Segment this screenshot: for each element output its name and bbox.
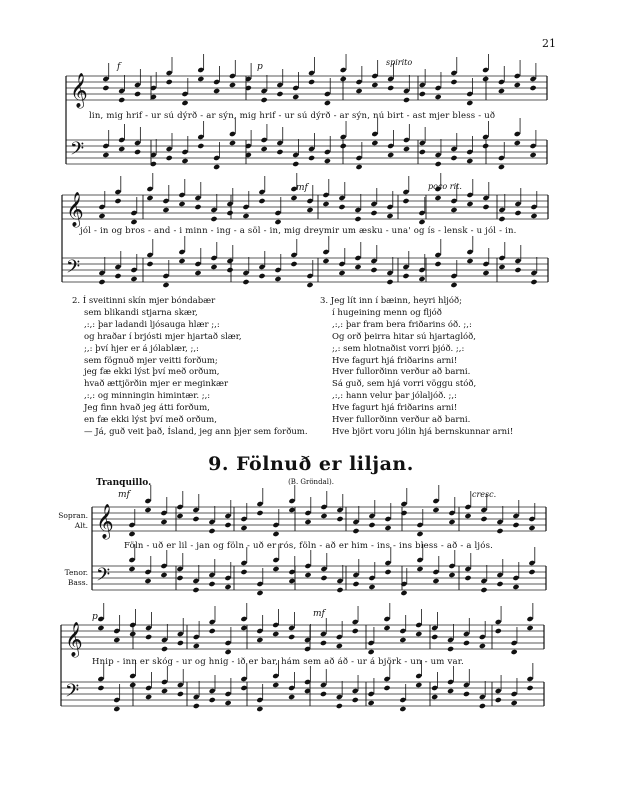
notehead bbox=[496, 581, 503, 587]
notehead bbox=[102, 85, 109, 91]
notehead bbox=[272, 566, 279, 572]
notehead bbox=[434, 195, 441, 201]
voice-label: Sopran. bbox=[58, 511, 88, 520]
notehead bbox=[213, 88, 220, 94]
notehead bbox=[129, 682, 136, 688]
notehead bbox=[371, 82, 378, 88]
notehead bbox=[514, 210, 521, 216]
notehead bbox=[166, 155, 173, 161]
notehead bbox=[336, 587, 343, 593]
notehead bbox=[514, 140, 521, 146]
verse-3 bbox=[320, 296, 513, 439]
notehead bbox=[447, 646, 454, 652]
notehead bbox=[463, 640, 470, 646]
song-title: 9. Fölnuð er liljan. bbox=[208, 453, 414, 475]
notehead bbox=[386, 213, 393, 219]
notehead bbox=[368, 522, 375, 528]
dynamic-mark: mf bbox=[118, 490, 130, 500]
notehead bbox=[383, 685, 390, 691]
verse-line: Og orð þeirra hitar sú hjartaglóð, bbox=[332, 331, 476, 342]
notehead bbox=[479, 703, 486, 709]
bass-clef: 𝄢 bbox=[65, 681, 80, 706]
notehead bbox=[240, 569, 247, 575]
verse-line: ,:,: hann velur þar jólaljóð. ;,: bbox=[332, 391, 457, 402]
notehead bbox=[226, 267, 233, 273]
notehead bbox=[308, 79, 315, 85]
notehead bbox=[288, 634, 295, 640]
notehead bbox=[130, 276, 137, 282]
verse-line: hvað ættjörðin mjer er meginkær bbox=[84, 379, 229, 390]
notehead bbox=[526, 685, 533, 691]
notehead bbox=[145, 694, 152, 700]
notehead bbox=[387, 152, 394, 158]
verse-line: 3. Jeg lít inn í bæinn, heyri hljóð; bbox=[320, 296, 462, 306]
notehead bbox=[482, 270, 489, 276]
notehead bbox=[386, 279, 393, 285]
notehead bbox=[144, 507, 151, 513]
notehead bbox=[419, 91, 426, 97]
notehead bbox=[242, 213, 249, 219]
lyrics-line: Föln - uð er lil - jan og föln - uð er rós, föln - að er him - ins - ins bless - að - a ljós. bbox=[124, 541, 494, 551]
verse-line: — Já, guð veit það, Ísland, jeg ann þjer sem forðum. bbox=[84, 426, 308, 437]
notehead bbox=[306, 207, 313, 213]
notehead bbox=[192, 516, 199, 522]
notehead bbox=[225, 700, 232, 706]
notehead bbox=[292, 161, 299, 167]
notehead bbox=[162, 282, 169, 288]
notehead bbox=[322, 258, 329, 264]
notehead bbox=[463, 691, 470, 697]
notehead bbox=[161, 646, 168, 652]
notehead bbox=[197, 143, 204, 149]
lyrics-line: jól - in og bros - and - i minn - ing - a söl - in, mig dreymir um æsku - una' og ís - lensk - u jól - in. bbox=[80, 226, 517, 236]
notehead bbox=[495, 628, 502, 634]
notehead bbox=[447, 688, 454, 694]
notehead bbox=[320, 691, 327, 697]
notehead bbox=[320, 575, 327, 581]
notehead bbox=[308, 155, 315, 161]
notehead bbox=[240, 625, 247, 631]
verse-line: Hver fullorðinn verður að barni. bbox=[332, 415, 471, 426]
notehead bbox=[225, 649, 232, 655]
notehead bbox=[276, 91, 283, 97]
notehead bbox=[324, 158, 331, 164]
notehead bbox=[512, 584, 519, 590]
verse-line: í hugeining menn og fljóð bbox=[332, 307, 442, 318]
notehead bbox=[256, 637, 263, 643]
notehead bbox=[464, 575, 471, 581]
notehead bbox=[209, 628, 216, 634]
verse-line: og hraðar í brjósti mjer hjartað slær, bbox=[84, 331, 242, 342]
notehead bbox=[336, 516, 343, 522]
notehead bbox=[419, 149, 426, 155]
notehead bbox=[208, 581, 215, 587]
notehead bbox=[338, 270, 345, 276]
voice-label: Tenor. bbox=[64, 568, 88, 577]
notehead bbox=[197, 76, 204, 82]
notehead bbox=[511, 700, 518, 706]
notehead bbox=[256, 706, 263, 712]
voice-labels-upper bbox=[50, 511, 88, 531]
notehead bbox=[98, 213, 105, 219]
dynamic-mark: p bbox=[257, 62, 263, 72]
notehead bbox=[352, 628, 359, 634]
notehead bbox=[177, 640, 184, 646]
notehead bbox=[276, 149, 283, 155]
dynamic-mark: mf bbox=[313, 609, 325, 619]
notehead bbox=[450, 207, 457, 213]
voice-label: Bass. bbox=[67, 578, 88, 587]
notehead bbox=[415, 682, 422, 688]
notehead bbox=[320, 513, 327, 519]
notehead bbox=[176, 575, 183, 581]
notehead bbox=[415, 631, 422, 637]
notehead bbox=[272, 682, 279, 688]
verse-line: sem fögnuð mjer veitti forðum; bbox=[84, 355, 218, 366]
notehead bbox=[114, 273, 121, 279]
notehead bbox=[128, 566, 135, 572]
notehead bbox=[402, 198, 409, 204]
notehead bbox=[146, 261, 153, 267]
notehead bbox=[288, 507, 295, 513]
notehead bbox=[514, 267, 521, 273]
verse-line: 2. Í sveitinni skín mjer bóndabær bbox=[72, 296, 216, 306]
bass-clef: 𝄢 bbox=[70, 139, 85, 164]
treble-clef: 𝄞 bbox=[65, 622, 83, 657]
notehead bbox=[448, 519, 455, 525]
notehead bbox=[383, 625, 390, 631]
verse-line: Hve fagurt hjá friðarins arni! bbox=[332, 403, 458, 414]
notehead bbox=[240, 685, 247, 691]
notehead bbox=[224, 584, 231, 590]
notehead bbox=[514, 82, 521, 88]
notehead bbox=[340, 76, 347, 82]
notehead bbox=[402, 273, 409, 279]
notehead bbox=[466, 201, 473, 207]
notehead bbox=[128, 531, 135, 537]
notehead bbox=[256, 510, 263, 516]
notehead bbox=[336, 643, 343, 649]
notehead bbox=[176, 513, 183, 519]
notehead bbox=[118, 97, 125, 103]
composer-credit: (B. Gröndal). bbox=[288, 478, 334, 486]
notehead bbox=[435, 94, 442, 100]
notehead bbox=[482, 143, 489, 149]
notehead bbox=[352, 528, 359, 534]
notehead bbox=[526, 625, 533, 631]
notehead bbox=[399, 706, 406, 712]
notehead bbox=[479, 643, 486, 649]
notehead bbox=[400, 590, 407, 596]
notehead bbox=[256, 590, 263, 596]
verse-2 bbox=[72, 296, 308, 439]
notehead bbox=[304, 572, 311, 578]
notehead bbox=[272, 531, 279, 537]
notehead bbox=[114, 198, 121, 204]
notehead bbox=[368, 700, 375, 706]
verse-line: jeg fæ ekki lýst því með orðum, bbox=[84, 367, 220, 378]
dynamic-mark: spirito bbox=[386, 58, 413, 67]
notehead bbox=[448, 572, 455, 578]
verse-line: ,:,: og minningin himintær. ;,: bbox=[84, 391, 211, 402]
verse-line: en fæ ekki lýst því með orðum, bbox=[84, 415, 217, 426]
notehead bbox=[384, 569, 391, 575]
notehead bbox=[416, 566, 423, 572]
notehead bbox=[274, 276, 281, 282]
notehead bbox=[403, 146, 410, 152]
dynamic-mark: p bbox=[92, 612, 98, 622]
notehead bbox=[288, 578, 295, 584]
notehead bbox=[480, 587, 487, 593]
voice-label: Alt. bbox=[74, 521, 88, 530]
notehead bbox=[495, 697, 502, 703]
notehead bbox=[161, 688, 168, 694]
notehead bbox=[194, 204, 201, 210]
notehead bbox=[322, 201, 329, 207]
notehead bbox=[113, 706, 120, 712]
notehead bbox=[496, 528, 503, 534]
notehead bbox=[129, 631, 136, 637]
verse-line: Jeg finn hvað jeg átti forðum, bbox=[84, 403, 210, 414]
notehead bbox=[181, 158, 188, 164]
notehead bbox=[118, 146, 125, 152]
notehead bbox=[261, 97, 268, 103]
notehead bbox=[210, 216, 217, 222]
voice-labels-lower bbox=[50, 568, 88, 588]
notehead bbox=[431, 634, 438, 640]
notehead bbox=[399, 637, 406, 643]
notehead bbox=[272, 631, 279, 637]
notehead bbox=[530, 85, 537, 91]
notehead bbox=[355, 88, 362, 94]
notehead bbox=[258, 198, 265, 204]
notehead bbox=[434, 261, 441, 267]
notehead bbox=[258, 273, 265, 279]
notehead bbox=[482, 76, 489, 82]
notehead bbox=[181, 100, 188, 106]
notehead bbox=[166, 79, 173, 85]
verse-line: ,:,: þar fram bera friðarins óð. ;,: bbox=[332, 319, 472, 330]
notehead bbox=[432, 507, 439, 513]
notehead bbox=[354, 264, 361, 270]
notehead bbox=[528, 569, 535, 575]
dynamic-mark: f bbox=[117, 62, 121, 72]
notehead bbox=[97, 625, 104, 631]
notehead bbox=[97, 685, 104, 691]
notehead bbox=[340, 143, 347, 149]
notehead bbox=[144, 578, 151, 584]
treble-clef: 𝄞 bbox=[66, 192, 84, 227]
notehead bbox=[226, 210, 233, 216]
notehead bbox=[209, 697, 216, 703]
notehead bbox=[178, 201, 185, 207]
notehead bbox=[466, 258, 473, 264]
notehead bbox=[338, 204, 345, 210]
notehead bbox=[290, 195, 297, 201]
notehead bbox=[134, 91, 141, 97]
notehead bbox=[240, 525, 247, 531]
notehead bbox=[432, 578, 439, 584]
dynamic-mark: mf bbox=[296, 183, 308, 193]
lyrics-line: lin, mig hrif - ur sú dýrð - ar sýn, mig hrif - ur sú dýrð - ar sýn, nú birt - ast mjer bless - uð bbox=[89, 111, 496, 121]
notehead bbox=[418, 219, 425, 225]
notehead bbox=[403, 97, 410, 103]
notehead bbox=[178, 258, 185, 264]
verse-line: ,:,: þar ladandi ljósauga hlær ;,: bbox=[84, 319, 220, 330]
notehead bbox=[352, 697, 359, 703]
lyrics-line: Hnip - inn er skóg - ur og hnig - ið er bar, hám sem að áð - ur á björk - un - um var. bbox=[92, 657, 464, 667]
notehead bbox=[193, 703, 200, 709]
notehead bbox=[482, 204, 489, 210]
notehead bbox=[162, 207, 169, 213]
notehead bbox=[98, 279, 105, 285]
notehead bbox=[306, 282, 313, 288]
notehead bbox=[512, 522, 519, 528]
notehead bbox=[146, 195, 153, 201]
notehead bbox=[229, 140, 236, 146]
notehead bbox=[416, 531, 423, 537]
notehead bbox=[371, 140, 378, 146]
notehead bbox=[370, 210, 377, 216]
notehead bbox=[498, 164, 505, 170]
notehead bbox=[292, 94, 299, 100]
treble-clef: 𝄞 bbox=[70, 73, 88, 108]
notehead bbox=[194, 270, 201, 276]
notehead bbox=[480, 516, 487, 522]
notehead bbox=[213, 164, 220, 170]
notehead bbox=[466, 158, 473, 164]
notehead bbox=[130, 219, 137, 225]
notehead bbox=[498, 216, 505, 222]
notehead bbox=[368, 649, 375, 655]
tempo-marking: Tranquillo. bbox=[96, 478, 152, 488]
notehead bbox=[288, 694, 295, 700]
notehead bbox=[354, 216, 361, 222]
notehead bbox=[134, 149, 141, 155]
notehead bbox=[304, 519, 311, 525]
notehead bbox=[352, 581, 359, 587]
notehead bbox=[210, 264, 217, 270]
notehead bbox=[290, 261, 297, 267]
notehead bbox=[224, 522, 231, 528]
notehead bbox=[530, 152, 537, 158]
notehead bbox=[435, 161, 442, 167]
notehead bbox=[242, 279, 249, 285]
verse-line: Hve fagurt hjá friðarins arni! bbox=[332, 355, 458, 366]
notehead bbox=[145, 634, 152, 640]
notehead bbox=[177, 691, 184, 697]
verse-line: Hve björt voru jólin hjá bernskunnar arni! bbox=[332, 426, 514, 437]
notehead bbox=[102, 152, 109, 158]
bass-clef: 𝄢 bbox=[96, 565, 111, 590]
notehead bbox=[370, 267, 377, 273]
notehead bbox=[193, 643, 200, 649]
notehead bbox=[450, 282, 457, 288]
notehead bbox=[261, 146, 268, 152]
notehead bbox=[464, 513, 471, 519]
notehead bbox=[229, 82, 236, 88]
notehead bbox=[418, 276, 425, 282]
notehead bbox=[450, 79, 457, 85]
verse-line: sem blikandi stjarna skær, bbox=[84, 307, 198, 318]
notehead bbox=[324, 100, 331, 106]
verse-line: ;,: því hjer er á jólablær, ;,: bbox=[84, 343, 199, 354]
notehead bbox=[336, 703, 343, 709]
notehead bbox=[528, 525, 535, 531]
notehead bbox=[511, 649, 518, 655]
notehead bbox=[450, 155, 457, 161]
verse-line: Sá guð, sem hjá vorri vöggu stóð, bbox=[332, 379, 477, 390]
notehead bbox=[498, 88, 505, 94]
bass-clef: 𝄢 bbox=[66, 257, 81, 282]
treble-clef: 𝄞 bbox=[96, 504, 114, 539]
notehead bbox=[355, 164, 362, 170]
dynamic-mark: poco rit. bbox=[428, 182, 462, 191]
notehead bbox=[400, 510, 407, 516]
verse-line: Hver fullorðinn verður að barni. bbox=[332, 367, 471, 378]
notehead bbox=[387, 85, 394, 91]
notehead bbox=[530, 279, 537, 285]
notehead bbox=[384, 525, 391, 531]
notehead bbox=[274, 219, 281, 225]
notehead bbox=[208, 528, 215, 534]
notehead bbox=[320, 640, 327, 646]
verse-line: ;,: sem hlotnaðist vorri þjóð. ;,: bbox=[332, 343, 465, 354]
notehead bbox=[160, 572, 167, 578]
notehead bbox=[498, 264, 505, 270]
page-number: 21 bbox=[542, 37, 556, 50]
notehead bbox=[368, 584, 375, 590]
dynamic-mark: cresc. bbox=[472, 490, 497, 499]
notehead bbox=[113, 637, 120, 643]
notehead bbox=[431, 694, 438, 700]
notehead bbox=[466, 100, 473, 106]
notehead bbox=[530, 213, 537, 219]
notehead bbox=[160, 519, 167, 525]
notehead bbox=[192, 587, 199, 593]
